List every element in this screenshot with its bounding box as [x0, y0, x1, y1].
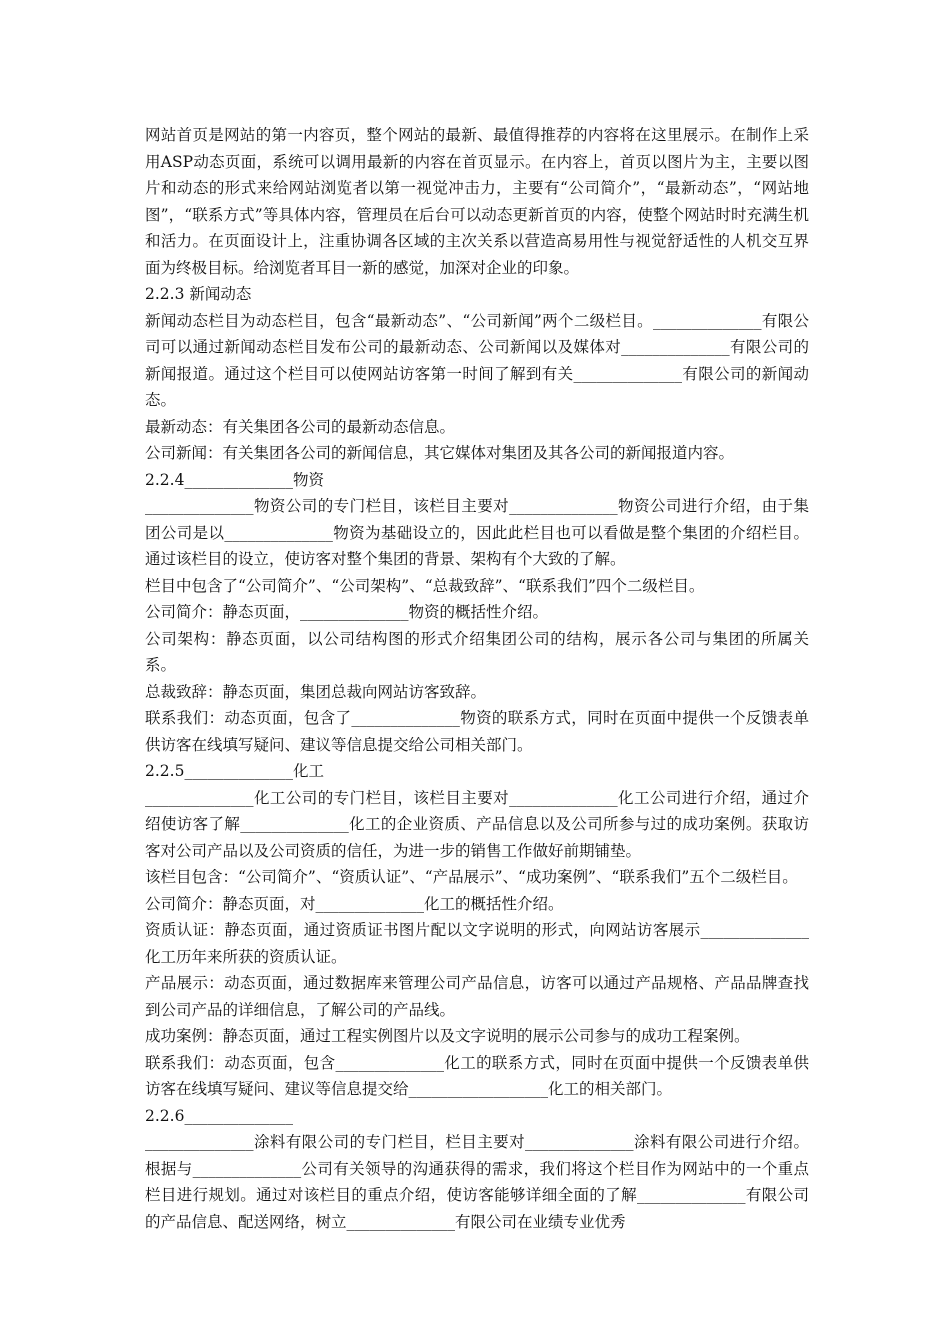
chemical-success-cases: 成功案例：静态页面，通过工程实例图片以及文字说明的展示公司参与的成功工程案例。 [145, 1027, 750, 1045]
chemical-paragraph: ______________化工公司的专门栏目，该栏目主要对______________化工公司进行介绍，通过介绍使访客了解______________化工的企业资质、产品信息以及公司所参与过的成功案例。获取访客对公司产品以及公司资质的信任，为进一步的销售工作做好前期铺垫。 [145, 788, 809, 860]
chemical-company-intro: 公司简介：静态页面，对______________化工的概括性介绍。 [145, 894, 564, 913]
section-heading-2-2-5: 2.2.5______________化工 [145, 762, 324, 780]
materials-company-structure: 公司架构：静态页面，以公司结构图的形式介绍集团公司的结构，展示各公司与集团的所属关系。 [145, 629, 809, 674]
materials-company-intro: 公司简介：静态页面，______________物资的概括性介绍。 [145, 603, 549, 621]
section-heading-2-2-3: 2.2.3 新闻动态 [145, 285, 252, 303]
chemical-product-display: 产品展示：动态页面，通过数据库来管理公司产品信息，访客可以通过产品规格、产品品牌查找到公司产品的详细信息，了解公司的产品线。 [145, 974, 809, 1019]
intro-paragraph: 网站首页是网站的第一内容页，整个网站的最新、最值得推荐的内容将在这里展示。在制作上采用ASP动态页面，系统可以调用最新的内容在首页显示。在内容上，首页以图片为主，主要以图片和动态的形式来给网站浏览者以第一视觉冲击力，主要有“公司简介”，“最新动态”，“网站地图”，“联系方式”等具体内容，管理员在后台可以动态更新首页的内容，使整个网站时时充满生机和活力。在页面设计上，注重协调各区域的主次关系以营造高易用性与视觉舒适性的人机交互界面为终极目标。给浏览者耳目一新的感觉，加深对企业的印象。 [145, 126, 809, 277]
document-page [145, 122, 809, 1235]
company-news-item: 公司新闻：有关集团各公司的新闻信息，其它媒体对集团及其各公司的新闻报道内容。 [145, 444, 735, 462]
materials-paragraph: ______________物资公司的专门栏目，该栏目主要对______________物资公司进行介绍，由于集团公司是以______________物资为基础设立的，因此此栏目也可以看做是整个集团的介绍栏目。通过该栏目的设立，使访客对整个集团的背景、架构有个大致的了解。 [145, 497, 809, 568]
chemical-subcolumns: 该栏目包含：“公司简介”、“资质认证”、“产品展示”、“成功案例”、“联系我们”五个二级栏目。 [145, 868, 798, 886]
section-heading-2-2-4: 2.2.4______________物资 [145, 470, 324, 489]
materials-ceo-speech: 总裁致辞：静态页面，集团总裁向网站访客致辞。 [145, 682, 487, 701]
section-heading-2-2-6: 2.2.6______________ [145, 1106, 293, 1125]
coatings-paragraph: ______________涂料有限公司的专门栏目，栏目主要对______________涂料有限公司进行介绍。根据与______________公司有关领导的沟通获得的需求，我们将这个栏目作为网站中的一个重点栏目进行规划。通过对该栏目的重点介绍，使访客能够详细全面的了解______________有限公司的产品信息、配送网络，树立______________有限公司在业绩专业优秀 [145, 1133, 809, 1231]
news-paragraph: 新闻动态栏目为动态栏目，包含“最新动态”、“公司新闻”两个二级栏目。______________有限公司可以通过新闻动态栏目发布公司的最新动态、公司新闻以及媒体对______________有限公司的新闻报道。通过这个栏目可以使网站访客第一时间了解到有关______________有限公司的新闻动态。 [145, 311, 809, 409]
materials-contact-us: 联系我们：动态页面，包含了______________物资的联系方式，同时在页面中提供一个反馈表单供访客在线填写疑问、建议等信息提交给公司相关部门。 [145, 709, 809, 754]
latest-news-item: 最新动态：有关集团各公司的最新动态信息。 [145, 417, 456, 436]
materials-subcolumns: 栏目中包含了“公司简介”、“公司架构”、“总裁致辞”、“联系我们”四个二级栏目。 [145, 576, 705, 595]
chemical-contact-us: 联系我们：动态页面，包含______________化工的联系方式，同时在页面中提供一个反馈表单供访客在线填写疑问、建议等信息提交给__________________化工的相关部门。 [145, 1053, 809, 1098]
chemical-certification: 资质认证：静态页面，通过资质证书图片配以文字说明的形式，向网站访客展示______________化工历年来所获的资质认证。 [145, 921, 809, 966]
